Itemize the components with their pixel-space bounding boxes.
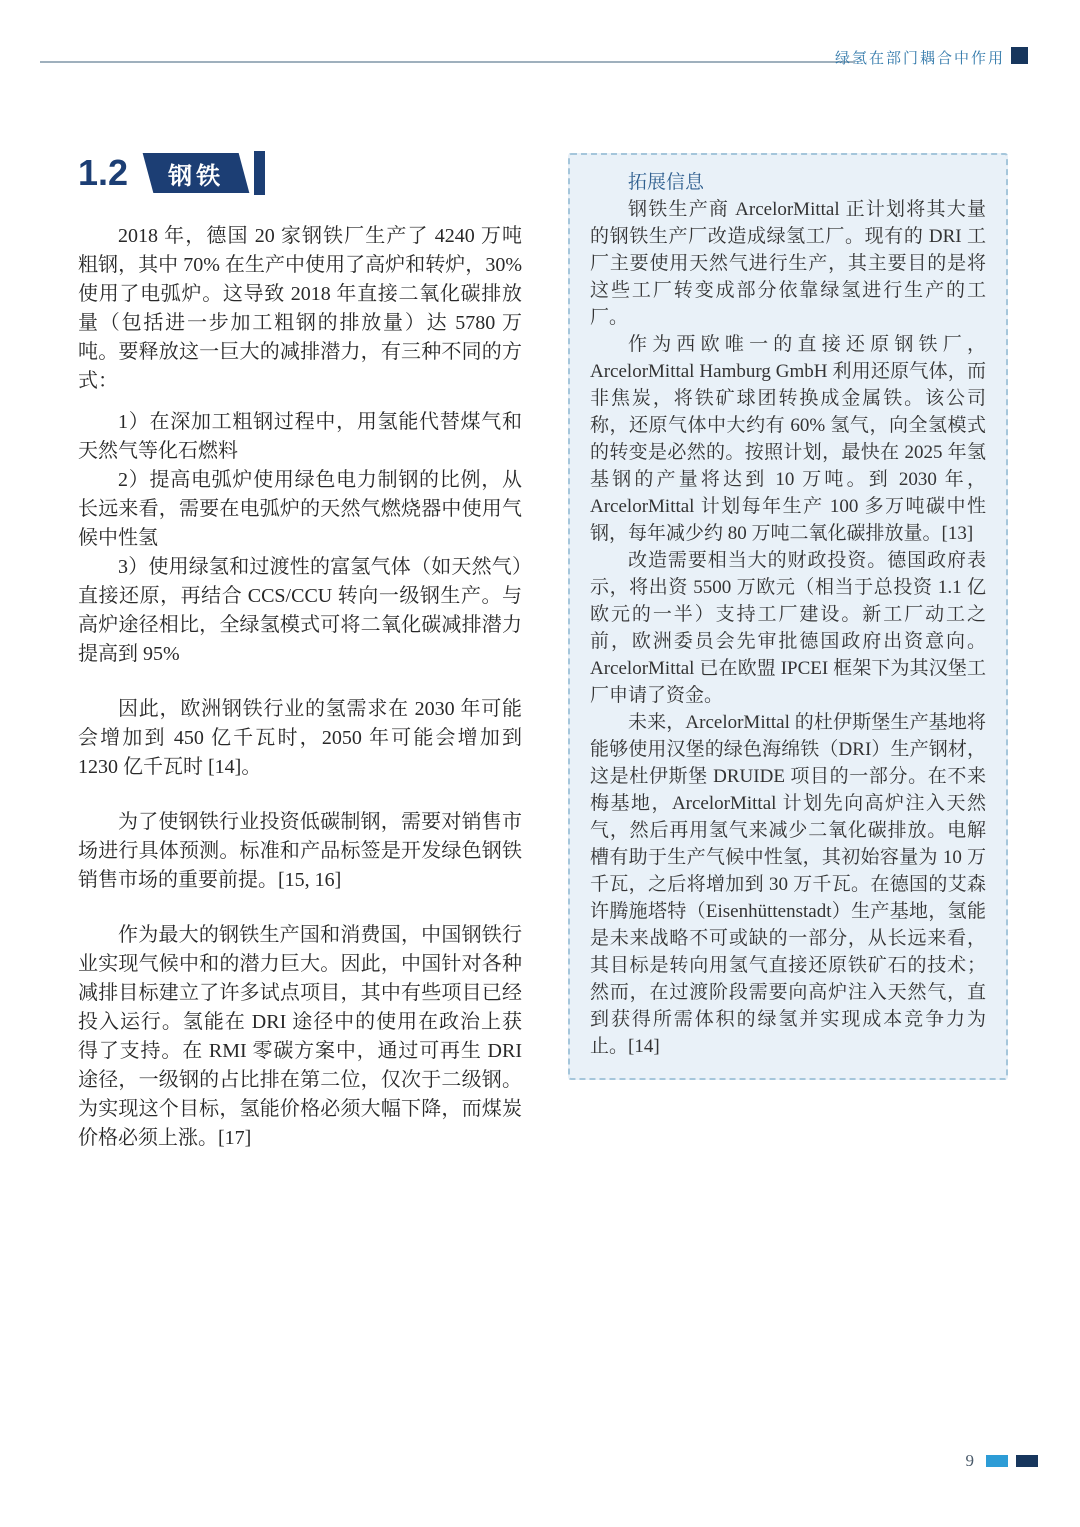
- footer-dark-square-icon: [1016, 1455, 1038, 1467]
- list-item: 1）在深加工粗钢过程中，用氢能代替煤气和天然气等化石燃料: [78, 411, 522, 462]
- header-square-icon: [1011, 47, 1028, 64]
- section-bar-icon: [254, 151, 265, 195]
- section-title-badge: [143, 153, 250, 193]
- header-rule: [40, 61, 855, 63]
- running-header-title: 绿氢在部门耦合中作用: [834, 50, 1005, 67]
- info-paragraph: 改造需要相当大的财政投资。德国政府表示，将出资 5500 万欧元（相当于总投资 1.1 亿欧元的一半）支持工厂建设。新工厂动工之前，欧洲委员会先审批德国政府出资意向。ArcelorMittal 已在欧盟 IPCEI 框架下为其汉堡工厂申请了资金。: [590, 550, 986, 706]
- info-paragraph: 作为西欧唯一的直接还原钢铁厂，ArcelorMittal Hamburg GmbH 利用还原气体，而非焦炭，将铁矿球团转换成金属铁。该公司称，还原气体中大约有 60% 氢气，向全氢模式的转变是必然的。按照计划，最快在 2025 年氢基钢的产量将达到 10 万吨。到 2030 年，ArcelorMittal 计划每年生产 100 多万吨碳中性钢，每年减少约 80 万吨二氧化碳排放量。[13]: [590, 334, 986, 544]
- list-item: 2）提高电弧炉使用绿色电力制钢的比例，从长远来看，需要在电弧炉的天然气燃烧器中使用气候中性氢: [78, 469, 522, 549]
- paragraph-market: 为了使钢铁行业投资低碳制钢，需要对销售市场进行具体预测。标准和产品标签是开发绿色钢铁销售市场的重要前提。[15, 16]: [78, 811, 522, 891]
- info-box-title: 拓展信息: [628, 172, 705, 193]
- page-footer: [966, 1451, 1039, 1471]
- paragraph-china: 作为最大的钢铁生产国和消费国，中国钢铁行业实现气候中和的潜力巨大。因此，中国针对各种减排目标建立了许多试点项目，其中有些项目已经投入运行。氢能在 DRI 途径中的使用在政治上获得了支持。在 RMI 零碳方案中，通过可再生 DRI 途径，一级钢的占比排在第二位，仅次于二级钢。为实现这个目标，氢能价格必须大幅下降，而煤炭价格必须上涨。[17]: [78, 924, 522, 1149]
- numbered-list: [78, 408, 522, 669]
- footer-light-square-icon: [986, 1455, 1008, 1467]
- info-paragraph: 钢铁生产商 ArcelorMittal 正计划将其大量的钢铁生产厂改造成绿氢工厂。现有的 DRI 工厂主要使用天然气进行生产，其主要目的是将这些工厂转变成部分依靠绿氢进行生产的工厂。: [590, 199, 986, 328]
- page-number: 9: [965, 1451, 974, 1470]
- extended-info-box: [568, 153, 1008, 1080]
- section-heading: [78, 150, 265, 196]
- section-number: 1.2: [78, 152, 129, 193]
- list-item: 3）使用绿氢和过渡性的富氢气体（如天然气）直接还原，再结合 CCS/CCU 转向一级钢生产。与高炉途径相比，全绿氢模式可将二氧化碳减排潜力提高到 95%: [78, 556, 522, 665]
- paragraph-intro: 2018 年，德国 20 家钢铁厂生产了 4240 万吨粗钢，其中 70% 在生产中使用了高炉和转炉，30% 使用了电弧炉。这导致 2018 年直接二氧化碳排放量（包括进一步加工粗钢的排放量）达 5780 万吨。要释放这一巨大的减排潜力，有三种不同的方式：: [78, 225, 522, 392]
- paragraph-hydrogen-demand: 因此，欧洲钢铁行业的氢需求在 2030 年可能会增加到 450 亿千瓦时，2050 年可能会增加到 1230 亿千瓦时 [14]。: [78, 698, 522, 778]
- info-paragraph: 未来，ArcelorMittal 的杜伊斯堡生产基地将能够使用汉堡的绿色海绵铁（DRI）生产钢材，这是杜伊斯堡 DRUIDE 项目的一部分。在不来梅基地，ArcelorMittal 计划先向高炉注入天然气，然后再用氢气来减少二氧化碳排放。电解槽有助于生产气候中性氢，其初始容量为 10 万千瓦，之后将增加到 30 万千瓦。在德国的艾森许腾施塔特（Eisenhüttenstadt）生产基地，氢能是未来战略不可或缺的一部分，从长远来看，其目标是转向用氢气直接还原铁矿石的技术；然而，在过渡阶段需要向高炉注入天然气，直到获得所需体积的绿氢并实现成本竞争力为止。[14]: [590, 712, 986, 1057]
- article-body: [78, 222, 522, 1153]
- section-title: 钢铁: [168, 162, 225, 190]
